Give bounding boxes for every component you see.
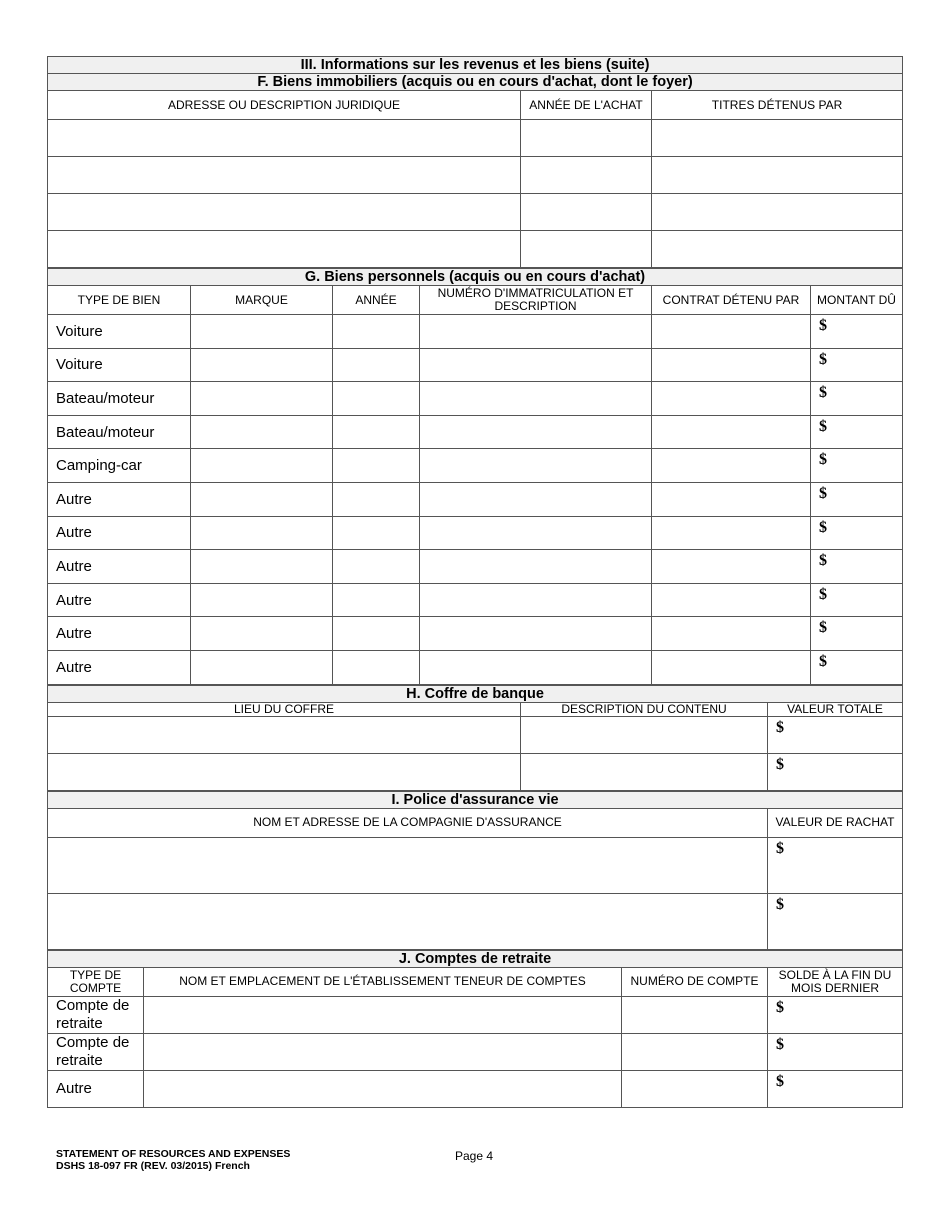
registration-field[interactable] — [420, 382, 652, 416]
section-i-title: I. Police d'assurance vie — [48, 791, 903, 808]
col-insurer-header: NOM ET ADRESSE DE LA COMPAGNIE D'ASSURANCE — [48, 808, 768, 837]
location-field[interactable] — [48, 716, 521, 753]
balance-field[interactable]: $ — [768, 1070, 903, 1107]
personal-property-row — [48, 583, 903, 617]
col-registration-header: NUMÉRO D'IMMATRICULATION ET DESCRIPTION — [420, 286, 652, 315]
cash-value-field[interactable]: $ — [768, 837, 903, 893]
col-contract-header: CONTRAT DÉTENU PAR — [652, 286, 811, 315]
year-field[interactable] — [333, 348, 420, 382]
purchase-year-field[interactable] — [521, 157, 652, 194]
amount-due-field[interactable]: $ — [811, 449, 903, 483]
form-footer — [56, 1148, 290, 1172]
property-row — [48, 231, 903, 268]
property-type: Autre — [48, 482, 191, 516]
amount-due-field[interactable]: $ — [811, 482, 903, 516]
make-field[interactable] — [191, 550, 333, 584]
col-make-header: MARQUE — [191, 286, 333, 315]
personal-property-row — [48, 449, 903, 483]
account-type: Autre — [48, 1070, 144, 1107]
section-g-table — [47, 268, 903, 685]
registration-field[interactable] — [420, 617, 652, 651]
year-field[interactable] — [333, 550, 420, 584]
property-type: Camping-car — [48, 449, 191, 483]
personal-property-row — [48, 516, 903, 550]
property-type: Autre — [48, 516, 191, 550]
section-g-title: G. Biens personnels (acquis ou en cours d'achat) — [48, 269, 903, 286]
col-total-value-header: VALEUR TOTALE — [768, 702, 903, 716]
personal-property-row — [48, 348, 903, 382]
location-field[interactable] — [48, 753, 521, 790]
property-row — [48, 194, 903, 231]
col-account-type-header: TYPE DE COMPTE — [48, 967, 144, 996]
insurance-row — [48, 837, 903, 893]
registration-field[interactable] — [420, 583, 652, 617]
address-field[interactable] — [48, 194, 521, 231]
total-value-field[interactable]: $ — [768, 753, 903, 790]
contract-holder-field[interactable] — [652, 516, 811, 550]
property-type: Bateau/moteur — [48, 415, 191, 449]
institution-field[interactable] — [144, 1070, 622, 1107]
balance-field[interactable]: $ — [768, 996, 903, 1033]
registration-field[interactable] — [420, 482, 652, 516]
account-number-field[interactable] — [622, 1070, 768, 1107]
make-field[interactable] — [191, 315, 333, 349]
institution-field[interactable] — [144, 1033, 622, 1070]
property-type: Voiture — [48, 348, 191, 382]
property-type: Autre — [48, 583, 191, 617]
address-field[interactable] — [48, 231, 521, 268]
institution-field[interactable] — [144, 996, 622, 1033]
personal-property-row — [48, 415, 903, 449]
col-address-header: ADRESSE OU DESCRIPTION JURIDIQUE — [48, 91, 521, 120]
balance-field[interactable]: $ — [768, 1033, 903, 1070]
registration-field[interactable] — [420, 315, 652, 349]
registration-field[interactable] — [420, 449, 652, 483]
registration-field[interactable] — [420, 550, 652, 584]
property-row — [48, 157, 903, 194]
property-type: Voiture — [48, 315, 191, 349]
amount-due-field[interactable]: $ — [811, 550, 903, 584]
account-type: Compte de retraite — [48, 1033, 144, 1070]
section-h-table — [47, 685, 903, 791]
year-field[interactable] — [333, 449, 420, 483]
personal-property-row — [48, 550, 903, 584]
contract-holder-field[interactable] — [652, 482, 811, 516]
section-j-title: J. Comptes de retraite — [48, 950, 903, 967]
address-field[interactable] — [48, 157, 521, 194]
purchase-year-field[interactable] — [521, 120, 652, 157]
amount-due-field[interactable]: $ — [811, 315, 903, 349]
col-institution-header: NOM ET EMPLACEMENT DE L'ÉTABLISSEMENT TENEUR DE COMPTES — [144, 967, 622, 996]
col-cash-value-header: VALEUR DE RACHAT — [768, 808, 903, 837]
col-location-header: LIEU DU COFFRE — [48, 702, 521, 716]
titles-field[interactable] — [652, 120, 903, 157]
year-field[interactable] — [333, 516, 420, 550]
personal-property-row — [48, 315, 903, 349]
personal-property-row — [48, 382, 903, 416]
amount-due-field[interactable]: $ — [811, 516, 903, 550]
contract-holder-field[interactable] — [652, 583, 811, 617]
section-f-title: F. Biens immobiliers (acquis ou en cours d'achat, dont le foyer) — [48, 74, 903, 91]
insurer-field[interactable] — [48, 837, 768, 893]
section-i-table — [47, 791, 903, 950]
contents-field[interactable] — [521, 716, 768, 753]
col-account-number-header: NUMÉRO DE COMPTE — [622, 967, 768, 996]
property-row — [48, 120, 903, 157]
property-type: Autre — [48, 617, 191, 651]
contract-holder-field[interactable] — [652, 315, 811, 349]
property-type: Autre — [48, 650, 191, 684]
retirement-account-row — [48, 1033, 903, 1070]
amount-due-field[interactable]: $ — [811, 617, 903, 651]
col-year-header: ANNÉE — [333, 286, 420, 315]
year-field[interactable] — [333, 315, 420, 349]
retirement-account-row — [48, 1070, 903, 1107]
col-contents-header: DESCRIPTION DU CONTENU — [521, 702, 768, 716]
contract-holder-field[interactable] — [652, 382, 811, 416]
col-type-header: TYPE DE BIEN — [48, 286, 191, 315]
amount-due-field[interactable]: $ — [811, 348, 903, 382]
make-field[interactable] — [191, 449, 333, 483]
page-title: III. Informations sur les revenus et les biens (suite) — [48, 57, 903, 74]
contract-holder-field[interactable] — [652, 449, 811, 483]
contract-holder-field[interactable] — [652, 415, 811, 449]
section-j-table — [47, 950, 903, 1108]
amount-due-field[interactable]: $ — [811, 415, 903, 449]
insurance-row — [48, 893, 903, 949]
amount-due-field[interactable]: $ — [811, 583, 903, 617]
year-field[interactable] — [333, 617, 420, 651]
property-type: Bateau/moteur — [48, 382, 191, 416]
make-field[interactable] — [191, 415, 333, 449]
contract-holder-field[interactable] — [652, 550, 811, 584]
registration-field[interactable] — [420, 650, 652, 684]
personal-property-row — [48, 650, 903, 684]
registration-field[interactable] — [420, 348, 652, 382]
insurer-field[interactable] — [48, 893, 768, 949]
section-h-title: H. Coffre de banque — [48, 685, 903, 702]
personal-property-row — [48, 482, 903, 516]
make-field[interactable] — [191, 516, 333, 550]
safe-deposit-row — [48, 716, 903, 753]
make-field[interactable] — [191, 617, 333, 651]
safe-deposit-row — [48, 753, 903, 790]
account-number-field[interactable] — [622, 996, 768, 1033]
make-field[interactable] — [191, 382, 333, 416]
address-field[interactable] — [48, 120, 521, 157]
purchase-year-field[interactable] — [521, 194, 652, 231]
year-field[interactable] — [333, 415, 420, 449]
amount-due-field[interactable]: $ — [811, 650, 903, 684]
contract-holder-field[interactable] — [652, 348, 811, 382]
retirement-account-row — [48, 996, 903, 1033]
year-field[interactable] — [333, 583, 420, 617]
make-field[interactable] — [191, 348, 333, 382]
year-field[interactable] — [333, 650, 420, 684]
titles-field[interactable] — [652, 157, 903, 194]
year-field[interactable] — [333, 382, 420, 416]
property-type: Autre — [48, 550, 191, 584]
col-titles-header: TITRES DÉTENUS PAR — [652, 91, 903, 120]
year-field[interactable] — [333, 482, 420, 516]
contents-field[interactable] — [521, 753, 768, 790]
col-balance-header: SOLDE À LA FIN DU MOIS DERNIER — [768, 967, 903, 996]
registration-field[interactable] — [420, 415, 652, 449]
page-number: Page 4 — [455, 1149, 494, 1163]
amount-due-field[interactable]: $ — [811, 382, 903, 416]
cash-value-field[interactable]: $ — [768, 893, 903, 949]
col-purchase-year-header: ANNÉE DE L'ACHAT — [521, 91, 652, 120]
contract-holder-field[interactable] — [652, 650, 811, 684]
registration-field[interactable] — [420, 516, 652, 550]
make-field[interactable] — [191, 482, 333, 516]
make-field[interactable] — [191, 650, 333, 684]
footer-form-title: STATEMENT OF RESOURCES AND EXPENSES — [56, 1148, 291, 1160]
titles-field[interactable] — [652, 194, 903, 231]
col-amount-due-header: MONTANT DÛ — [811, 286, 903, 315]
section-f-table — [47, 56, 903, 268]
personal-property-row — [48, 617, 903, 651]
contract-holder-field[interactable] — [652, 617, 811, 651]
footer-form-number: DSHS 18-097 FR (REV. 03/2015) French — [56, 1160, 250, 1172]
form-page — [47, 56, 902, 1108]
total-value-field[interactable]: $ — [768, 716, 903, 753]
make-field[interactable] — [191, 583, 333, 617]
titles-field[interactable] — [652, 231, 903, 268]
account-type: Compte de retraite — [48, 996, 144, 1033]
purchase-year-field[interactable] — [521, 231, 652, 268]
account-number-field[interactable] — [622, 1033, 768, 1070]
